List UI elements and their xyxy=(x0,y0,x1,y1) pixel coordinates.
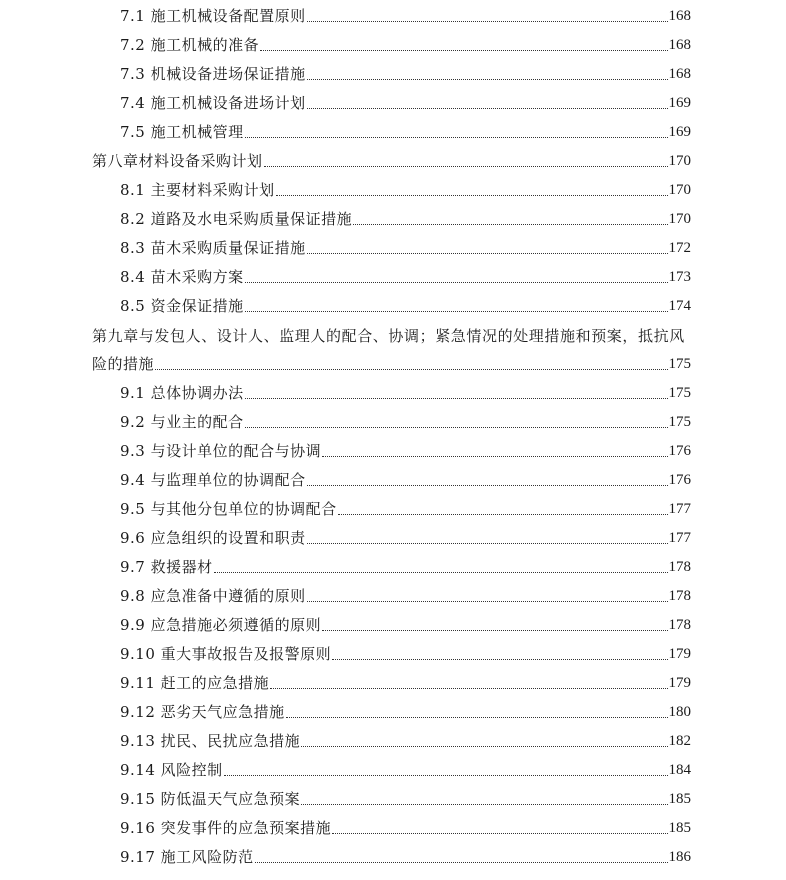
toc-entry-title: 8.2 道路及水电采购质量保证措施 xyxy=(120,210,353,228)
toc-entry[interactable] xyxy=(0,522,691,551)
toc-leader xyxy=(307,20,668,22)
toc-entry-page: 170 xyxy=(668,182,691,198)
toc-entry[interactable] xyxy=(0,435,691,464)
toc-entry[interactable] xyxy=(0,812,691,841)
toc-leader xyxy=(245,136,668,138)
toc-leader xyxy=(245,397,668,399)
toc-entry-page: 186 xyxy=(668,849,691,865)
toc-entry[interactable] xyxy=(0,0,691,29)
toc-entry-page: 169 xyxy=(668,124,691,140)
toc-leader xyxy=(214,571,668,573)
toc-entry[interactable] xyxy=(0,551,691,580)
toc-entry-title: 7.3 机械设备进场保证措施 xyxy=(120,65,306,83)
toc-entry[interactable] xyxy=(0,696,691,725)
toc-leader xyxy=(322,455,667,457)
toc-entry-page: 178 xyxy=(668,617,691,633)
toc-entry-title: 8.1 主要材料采购计划 xyxy=(120,181,275,199)
toc-entry[interactable] xyxy=(0,87,691,116)
toc-entry[interactable] xyxy=(0,29,691,58)
toc-entry-page: 174 xyxy=(668,298,691,314)
toc-entry[interactable] xyxy=(0,754,691,783)
toc-leader xyxy=(270,687,667,689)
toc-leader xyxy=(155,368,667,370)
toc-leader xyxy=(307,252,668,254)
toc-entry-page: 175 xyxy=(668,356,691,372)
toc-entry[interactable] xyxy=(0,290,691,319)
toc-entry-title: 9.13 扰民、民扰应急措施 xyxy=(120,732,301,750)
toc-entry[interactable] xyxy=(0,58,691,87)
toc-entry-page: 184 xyxy=(668,762,691,778)
toc-entry-title: 9.4 与监理单位的协调配合 xyxy=(120,471,306,489)
toc-chapter-title-line1[interactable]: 第九章与发包人、设计人、监理人的配合、协调；紧急情况的处理措施和预案，抵抗风 xyxy=(92,327,685,345)
toc-entry[interactable] xyxy=(0,667,691,696)
toc-entry-title: 9.14 风险控制 xyxy=(120,761,223,779)
toc-entry[interactable] xyxy=(0,203,691,232)
toc-entry-page: 173 xyxy=(668,269,691,285)
toc-entry[interactable] xyxy=(0,261,691,290)
toc-leader xyxy=(255,861,668,863)
toc-entry-title: 9.8 应急准备中遵循的原则 xyxy=(120,587,306,605)
toc-entry-title: 9.16 突发事件的应急预案措施 xyxy=(120,819,332,837)
toc-leader xyxy=(260,49,667,51)
toc-entry-title: 9.2 与业主的配合 xyxy=(120,413,244,431)
toc-entry-page: 177 xyxy=(668,501,691,517)
toc-entry-title: 9.7 救援器材 xyxy=(120,558,213,576)
toc-entry-title: 7.1 施工机械设备配置原则 xyxy=(120,7,306,25)
toc-entry[interactable] xyxy=(0,638,691,667)
toc-entry-page: 168 xyxy=(668,66,691,82)
toc-entry-page: 185 xyxy=(668,791,691,807)
toc-leader xyxy=(307,542,668,544)
toc-entry-page: 185 xyxy=(668,820,691,836)
toc-entry-title: 7.2 施工机械的准备 xyxy=(120,36,260,54)
toc-leader xyxy=(276,194,668,196)
toc-leader xyxy=(301,745,667,747)
toc-leader xyxy=(332,658,667,660)
toc-entry[interactable] xyxy=(0,174,691,203)
toc-chapter-entry[interactable] xyxy=(0,145,691,174)
toc-entry-page: 168 xyxy=(668,8,691,24)
toc-entry-title: 险的措施 xyxy=(92,355,155,373)
toc-entry-title: 8.5 资金保证措施 xyxy=(120,297,244,315)
toc-entry-page: 176 xyxy=(668,472,691,488)
toc-leader xyxy=(264,165,668,167)
toc-entry-page: 182 xyxy=(668,733,691,749)
toc-entry[interactable] xyxy=(0,377,691,406)
toc-leader xyxy=(353,223,667,225)
toc-entry-title: 第八章材料设备采购计划 xyxy=(92,152,263,170)
toc-entry-title: 9.17 施工风险防范 xyxy=(120,848,254,866)
toc-entry-title: 8.3 苗木采购质量保证措施 xyxy=(120,239,306,257)
toc-entry[interactable] xyxy=(0,609,691,638)
toc-entry[interactable] xyxy=(0,464,691,493)
toc-entry-page: 176 xyxy=(668,443,691,459)
toc-entry-title: 7.5 施工机械管理 xyxy=(120,123,244,141)
toc-leader xyxy=(332,832,667,834)
toc-entry-page: 177 xyxy=(668,530,691,546)
toc-entry-title: 7.4 施工机械设备进场计划 xyxy=(120,94,306,112)
toc-chapter-entry[interactable] xyxy=(0,348,691,377)
toc-entry-page: 169 xyxy=(668,95,691,111)
toc-entry-page: 172 xyxy=(668,240,691,256)
toc-leader xyxy=(322,629,667,631)
toc-entry[interactable] xyxy=(0,493,691,522)
toc-entry[interactable] xyxy=(0,232,691,261)
toc-entry-page: 179 xyxy=(668,646,691,662)
toc-leader xyxy=(224,774,668,776)
toc-entry[interactable] xyxy=(0,406,691,435)
toc-entry[interactable] xyxy=(0,783,691,812)
toc-entry-page: 175 xyxy=(668,385,691,401)
toc-entry-page: 178 xyxy=(668,559,691,575)
toc-entry-title: 9.1 总体协调办法 xyxy=(120,384,244,402)
toc-entry-title: 8.4 苗木采购方案 xyxy=(120,268,244,286)
toc-leader xyxy=(338,513,668,515)
toc-leader xyxy=(307,600,668,602)
toc-entry-title: 9.11 赶工的应急措施 xyxy=(120,674,270,692)
toc-leader xyxy=(245,426,668,428)
toc-entry-page: 180 xyxy=(668,704,691,720)
toc-leader xyxy=(301,803,667,805)
toc-leader xyxy=(307,107,668,109)
toc-leader xyxy=(307,484,668,486)
toc-entry-title: 9.6 应急组织的设置和职责 xyxy=(120,529,306,547)
toc-entry-title: 9.10 重大事故报告及报警原则 xyxy=(120,645,332,663)
toc-entry[interactable] xyxy=(0,116,691,145)
toc-entry-page: 175 xyxy=(668,414,691,430)
toc-leader xyxy=(307,78,668,80)
toc-entry-page: 170 xyxy=(668,211,691,227)
toc-entry-title: 9.5 与其他分包单位的协调配合 xyxy=(120,500,337,518)
toc-leader xyxy=(245,310,668,312)
toc-entry-page: 178 xyxy=(668,588,691,604)
toc-entry-page: 170 xyxy=(668,153,691,169)
toc-entry[interactable] xyxy=(0,841,691,870)
toc-entry-title: 9.12 恶劣天气应急措施 xyxy=(120,703,285,721)
toc-leader xyxy=(286,716,668,718)
toc-entry-title: 9.3 与设计单位的配合与协调 xyxy=(120,442,322,460)
toc-entry-title: 9.15 防低温天气应急预案 xyxy=(120,790,301,808)
toc-entry-page: 179 xyxy=(668,675,691,691)
toc-entry-title: 9.9 应急措施必须遵循的原则 xyxy=(120,616,322,634)
toc-leader xyxy=(245,281,668,283)
toc-entry[interactable] xyxy=(0,725,691,754)
toc-entry-page: 168 xyxy=(668,37,691,53)
toc-entry[interactable] xyxy=(0,580,691,609)
